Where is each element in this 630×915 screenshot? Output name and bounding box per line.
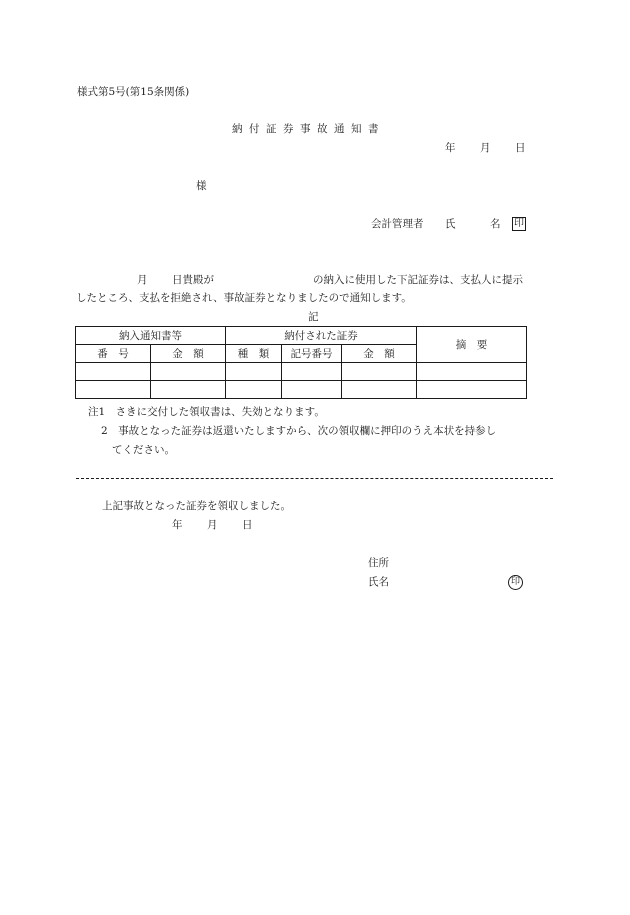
issue-date-year-label: 年 [445,142,456,154]
document-title: 納付証券事故通知書 [232,123,385,135]
cut-line [76,478,553,479]
table-cell [417,363,527,381]
table-cell [282,363,342,381]
header-paid-securities: 納付された証券 [226,327,417,345]
body-month: 月 [137,274,148,286]
securities-table [75,326,527,399]
table-cell [342,363,417,381]
note-2-line-2: てください。 [112,444,175,456]
table-cell [282,381,342,399]
table-cell [151,381,226,399]
table-cell [151,363,226,381]
table-cell [342,381,417,399]
body-line2: したところ、支払を拒絶され、事故証券となりましたので通知します。 [76,292,412,304]
note-2-line-1: 2 事故となった証券は返還いたしますから、次の領収欄に押印のうえ本状を持参し [101,425,497,437]
issuer-seal [512,216,526,231]
form-number: 様式第5号(第15条関係) [77,86,190,98]
issuer-name-label-1: 氏 [445,218,456,230]
receipt-day-label: 日 [242,519,253,531]
receipt-text: 上記事故となった証券を領収しました。 [102,500,291,512]
seal-mark: 印 [514,218,524,229]
table-cell [226,381,282,399]
table-cell [226,363,282,381]
header-number: 番 号 [76,345,151,363]
body-day-text: 日貴殿が [172,274,214,286]
addressee-suffix: 様 [196,180,207,192]
issue-date-day-label: 日 [515,142,526,154]
table-header-row-1 [76,327,527,345]
header-amount-2: 金 額 [342,345,417,363]
table-row [76,363,527,381]
ki-label: 記 [308,311,319,323]
receipt-month-label: 月 [207,519,218,531]
table-cell [76,381,151,399]
header-payment-notice: 納入通知書等 [76,327,226,345]
table-row [76,381,527,399]
receipt-address-label: 住所 [368,557,389,569]
issue-date-month-label: 月 [480,142,491,154]
receipt-seal [508,574,523,590]
header-remarks: 摘 要 [417,327,527,363]
receipt-year-label: 年 [172,519,183,531]
header-symbol-number: 記号番号 [282,345,342,363]
note-1: 注1 さきに交付した領収書は、失効となります。 [88,406,325,418]
table-cell [417,381,527,399]
body-line1: の納入に使用した下記証券は、支払人に提示 [313,274,523,286]
header-amount-1: 金 額 [151,345,226,363]
table-cell [76,363,151,381]
header-kind: 種 類 [226,345,282,363]
receipt-name-label: 氏名 [368,576,389,588]
issuer-name-label-2: 名 [490,218,501,230]
round-seal-mark: 印 [508,575,523,590]
issuer-title: 会計管理者 [371,218,424,230]
